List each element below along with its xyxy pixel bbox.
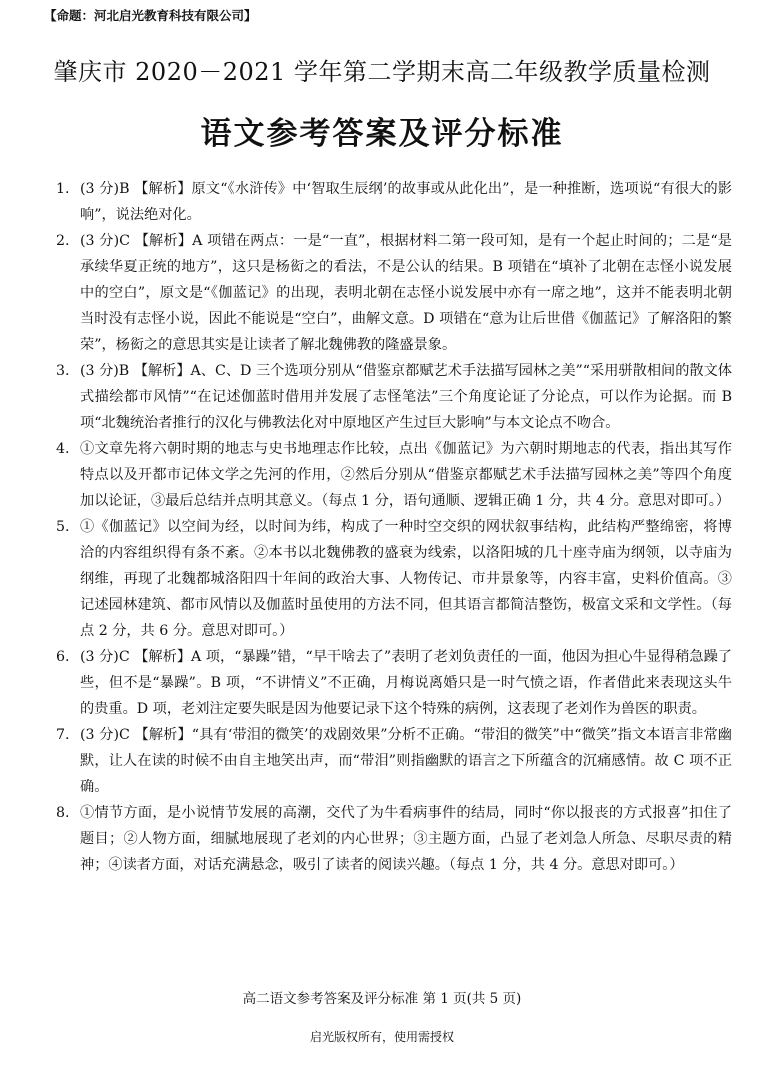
answer-number: 3. bbox=[56, 363, 70, 379]
answer-number: 7. bbox=[56, 727, 70, 743]
answer-text: ①文章先将六朝时期的地志与史书地理志作比较，点出《伽蓝记》为六朝时期地志的代表，指出其写作特点以及开都市记体文学之先河的作用，②然后分别从“借鉴京都赋艺术手法描写园林之美”等四个角度加以论证，③最后总结并点明其意义。（每点 1 分，语句通顺、逻辑正确 1 分，共 4 分。意思对即可。） bbox=[80, 441, 732, 509]
answer-item bbox=[56, 358, 732, 436]
answer-item bbox=[56, 176, 732, 228]
answer-item bbox=[56, 644, 732, 722]
answer-number: 6. bbox=[56, 649, 70, 665]
answer-item bbox=[56, 800, 732, 878]
answer-item bbox=[56, 228, 732, 358]
page-footer: 高二语文参考答案及评分标准 第 1 页(共 5 页) bbox=[242, 991, 522, 1007]
answer-text: (3 分)B 【解析】原文“《水浒传》中‘智取生辰纲’的故事或从此化出”，是一种推断，选项说“有很大的影响”，说法绝对化。 bbox=[80, 181, 732, 223]
answer-item bbox=[56, 436, 732, 514]
answer-list bbox=[56, 176, 732, 878]
answer-number: 2. bbox=[56, 233, 70, 249]
answer-number: 8. bbox=[56, 805, 70, 821]
answer-text: (3 分)C 【解析】“具有‘带泪的微笑’的戏剧效果”分析不正确。“带泪的微笑”中“微笑”指文本语言非常幽默，让人在读的时候不由自主地笑出声，而“带泪”则指幽默的语言之下所蕴含的沉痛感情。故 C 项不正确。 bbox=[80, 727, 732, 795]
copyright-notice: 启光版权所有，使用需授权 bbox=[309, 1030, 454, 1044]
exam-title: 肇庆市 2020－2021 学年第二学期末高二年级教学质量检测 bbox=[53, 58, 711, 86]
source-label: 【命题：河北启光教育科技有限公司】 bbox=[44, 8, 257, 23]
answer-item bbox=[56, 722, 732, 800]
answer-item bbox=[56, 514, 732, 644]
answer-text: (3 分)C 【解析】A 项错在两点：一是“一直”，根据材料二第一段可知，是有一个起止时间的；二是“是承续华夏正统的地方”，这只是杨衒之的看法，不是公认的结果。B 项错在“填补了北朝在志怪小说发展中的空白”，原文是“《伽蓝记》的出现，表明北朝在志怪小说发展中亦有一席之地”，这并不能表明北朝当时没有志怪小说，因此不能说是“空白”，曲解文意。D 项错在“意为让后世借《伽蓝记》了解洛阳的繁荣”，杨衒之的意思其实是让读者了解北魏佛教的隆盛景象。 bbox=[80, 233, 732, 353]
answer-number: 5. bbox=[56, 519, 70, 535]
answer-text: ①《伽蓝记》以空间为经，以时间为纬，构成了一种时空交织的网状叙事结构，此结构严整绵密，将博洽的内容组织得有条不紊。②本书以北魏佛教的盛衰为线索，以洛阳城的几十座寺庙为纲领，以寺庙为纲维，再现了北魏都城洛阳四十年间的政治大事、人物传记、市井景象等，内容丰富，史料价值高。③记述园林建筑、都市风情以及伽蓝时虽使用的方法不同，但其语言都简洁整饬，极富文采和文学性。（每点 2 分，共 6 分。意思对即可。） bbox=[80, 519, 732, 639]
answer-number: 4. bbox=[56, 441, 70, 457]
answer-text: ①情节方面，是小说情节发展的高潮，交代了为牛看病事件的结局，同时“你以报丧的方式报喜”扣住了题目；②人物方面，细腻地展现了老刘的内心世界；③主题方面，凸显了老刘急人所急、尽职尽责的精神；④读者方面，对话充满悬念，吸引了读者的阅读兴趣。（每点 1 分，共 4 分。意思对即可。） bbox=[80, 805, 732, 873]
answer-text: (3 分)B 【解析】A、C、D 三个选项分别从“借鉴京都赋艺术手法描写园林之美”“采用骈散相间的散文体式描绘都市风情”“在记述伽蓝时借用并发展了志怪笔法”三个角度论证了分论点，可以作为论据。而 B 项“北魏统治者推行的汉化与佛教法化对中原地区产生过巨大影响”与本文论点不吻合。 bbox=[80, 363, 732, 431]
answer-text: (3 分)C 【解析】A 项，“暴躁”错，“早干啥去了”表明了老刘负责任的一面，他因为担心牛显得稍急躁了些，但不是“暴躁”。B 项，“不讲情义”不正确，月梅说离婚只是一时气愤之语，作者借此来表现这头牛的贵重。D 项，老刘注定要失眠是因为他要记录下这个特殊的病例，这表现了老刘作为兽医的职责。 bbox=[80, 649, 732, 717]
page-title: 语文参考答案及评分标准 bbox=[200, 116, 564, 152]
answer-number: 1. bbox=[56, 181, 70, 197]
